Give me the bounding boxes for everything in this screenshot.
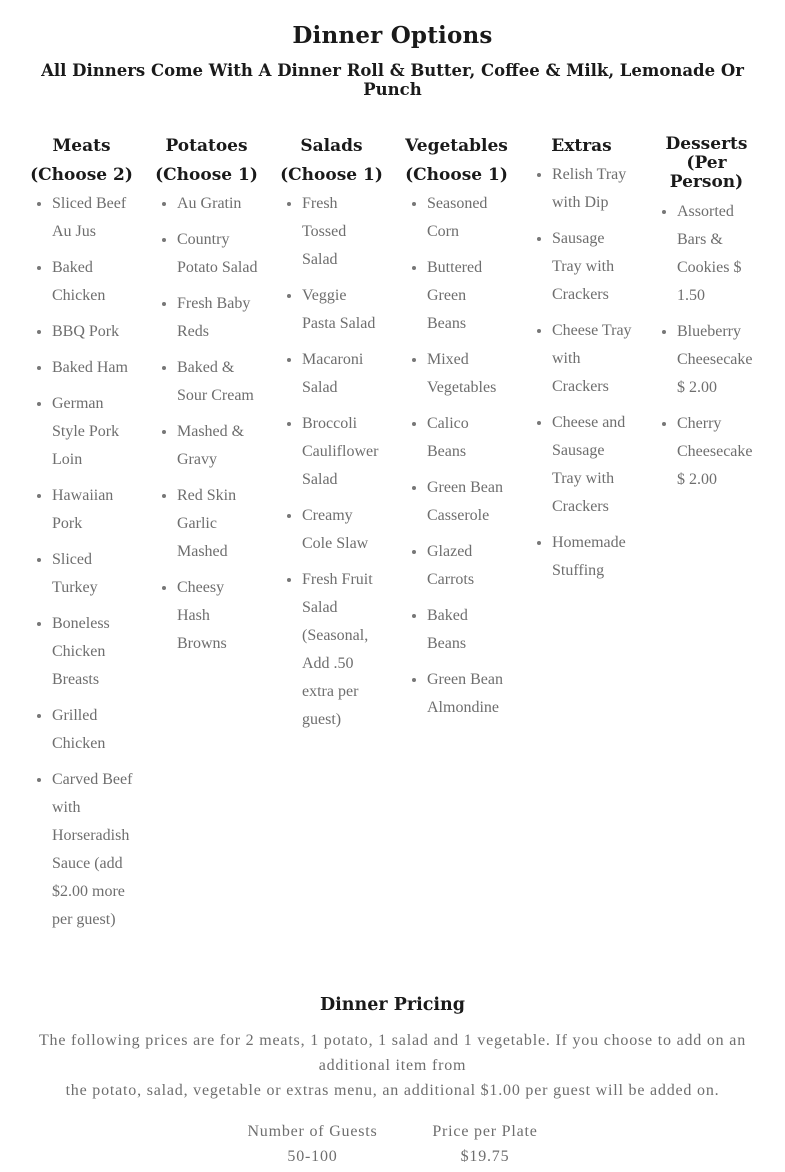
- list-item: • Seasoned Corn: [427, 190, 508, 246]
- heading-line: (Choose 1): [280, 165, 383, 185]
- list-item: • BBQ Pork: [52, 318, 133, 346]
- list-item: • Creamy Cole Slaw: [302, 502, 383, 558]
- list-item: • Cheese and Sausage Tray with Crackers: [552, 409, 633, 521]
- list-item: • Assorted Bars & Cookies $ 1.50: [677, 198, 758, 310]
- header-guests: Number of Guests: [247, 1123, 378, 1140]
- menu-column-salads: [280, 132, 383, 742]
- pricing-text-line: The following prices are for 2 meats, 1 potato, 1 salad and 1 vegetable. If you choose to add on an additional item from: [38, 1032, 746, 1074]
- column-heading: [405, 132, 508, 190]
- header-price: Price per Plate: [432, 1123, 538, 1140]
- list-item: • Blueberry Cheesecake $ 2.00: [677, 318, 758, 402]
- menu-column-desserts: [655, 132, 758, 502]
- heading-line: Person): [669, 172, 744, 192]
- heading-line: Desserts: [665, 134, 748, 154]
- list-item: • Calico Beans: [427, 410, 508, 466]
- list-item: • Green Bean Casserole: [427, 474, 508, 530]
- heading-line: (Per: [686, 153, 727, 173]
- heading-line: Potatoes: [165, 136, 248, 156]
- list-item: • Hawaiian Pork: [52, 482, 133, 538]
- list-item: • Grilled Chicken: [52, 702, 133, 758]
- list-item: • Mashed & Gravy: [177, 418, 258, 474]
- item-list: [280, 190, 383, 734]
- list-item: • Buttered Green Beans: [427, 254, 508, 338]
- list-item: • Homemade Stuffing: [552, 529, 633, 585]
- list-item: • Baked Chicken: [52, 254, 133, 310]
- list-item: • Fresh Tossed Salad: [302, 190, 383, 274]
- heading-line: Vegetables: [405, 136, 508, 156]
- list-item: • Glazed Carrots: [427, 538, 508, 594]
- list-item: • Sausage Tray with Crackers: [552, 225, 633, 309]
- item-list: [655, 198, 758, 494]
- pricing-description: [30, 1028, 755, 1103]
- column-heading: [155, 132, 258, 190]
- list-item: • Green Bean Almondine: [427, 666, 508, 722]
- list-item: • Sliced Turkey: [52, 546, 133, 602]
- page-title: Dinner Options: [292, 22, 493, 49]
- list-item: • Carved Beef with Horseradish Sauce (add $2.00 more per guest): [52, 766, 133, 934]
- column-heading: [530, 132, 633, 161]
- menu-column-extras: [530, 132, 633, 593]
- heading-line: (Choose 2): [30, 165, 133, 185]
- list-item: • German Style Pork Loin: [52, 390, 133, 474]
- list-item: • Boneless Chicken Breasts: [52, 610, 133, 694]
- list-item: • Au Gratin: [177, 190, 258, 218]
- table-row: [0, 1148, 785, 1172]
- list-item: • Sliced Beef Au Jus: [52, 190, 133, 246]
- list-item: • Cherry Cheesecake $ 2.00: [677, 410, 758, 494]
- heading-line: Extras: [551, 136, 612, 156]
- heading-line: (Choose 1): [405, 165, 508, 185]
- price-cell: $19.75: [460, 1148, 510, 1165]
- item-list: [405, 190, 508, 722]
- item-list: [30, 190, 133, 934]
- list-item: • Fresh Baby Reds: [177, 290, 258, 346]
- list-item: • Fresh Fruit Salad (Seasonal, Add .50 extra per guest): [302, 566, 383, 734]
- list-item: • Baked Beans: [427, 602, 508, 658]
- list-item: • Baked & Sour Cream: [177, 354, 258, 410]
- list-item: • Veggie Pasta Salad: [302, 282, 383, 338]
- heading-line: Meats: [52, 136, 111, 156]
- page-subtitle: All Dinners Come With A Dinner Roll & Butter, Coffee & Milk, Lemonade Or Punch: [41, 61, 744, 99]
- menu-column-vegetables: [405, 132, 508, 730]
- list-item: • Mixed Vegetables: [427, 346, 508, 402]
- list-item: • Relish Tray with Dip: [552, 161, 633, 217]
- list-item: • Baked Ham: [52, 354, 133, 382]
- heading-line: (Choose 1): [155, 165, 258, 185]
- list-item: • Red Skin Garlic Mashed: [177, 482, 258, 566]
- menu-column-potatoes: [155, 132, 258, 666]
- column-heading: [280, 132, 383, 190]
- item-list: [530, 161, 633, 585]
- column-heading: [655, 135, 758, 192]
- list-item: • Country Potato Salad: [177, 226, 258, 282]
- item-list: [155, 190, 258, 658]
- pricing-title: Dinner Pricing: [319, 995, 465, 1015]
- column-heading: [30, 132, 133, 190]
- list-item: • Cheesy Hash Browns: [177, 574, 258, 658]
- guests-cell: 50-100: [287, 1148, 338, 1165]
- heading-line: Salads: [300, 136, 363, 156]
- menu-column-meats: [30, 132, 133, 942]
- list-item: • Cheese Tray with Crackers: [552, 317, 633, 401]
- pricing-text-line: the potato, salad, vegetable or extras menu, an additional $1.00 per guest will be added on.: [65, 1082, 720, 1099]
- list-item: • Macaroni Salad: [302, 346, 383, 402]
- pricing-table-header: [0, 1123, 785, 1147]
- list-item: • Broccoli Cauliflower Salad: [302, 410, 383, 494]
